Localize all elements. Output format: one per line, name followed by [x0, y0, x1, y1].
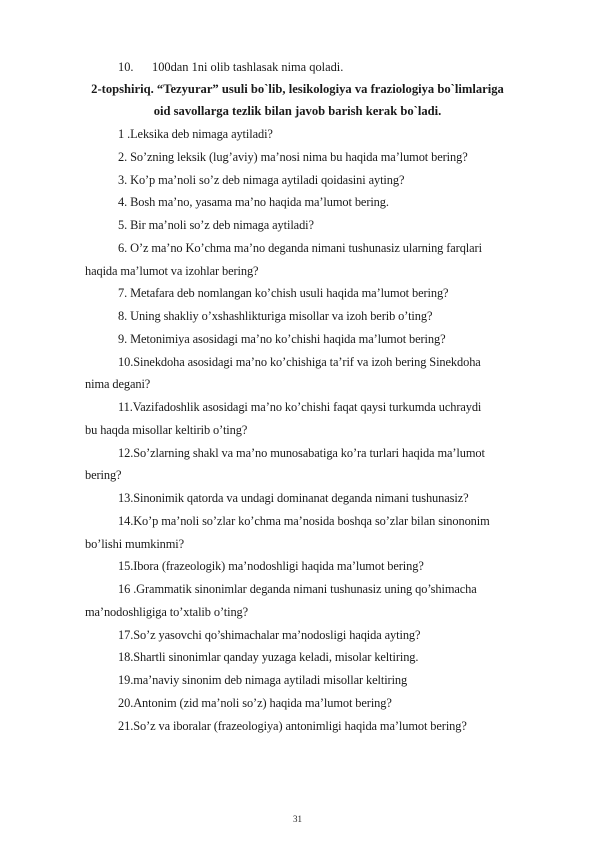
question-16-line-1: 16 .Grammatik sinonimlar deganda nimani tushunasiz uning qo’shimacha — [118, 582, 477, 596]
question-11-line-2: bu haqda misollar keltirib o’ting? — [85, 422, 248, 437]
question-8-line-1: 8. Uning shakliy o’xshashlikturiga misollar va izoh berib o’ting? — [118, 309, 433, 323]
question-13-line-1: 13.Sinonimik qatorda va undagi dominanat deganda nimani tushunasiz? — [118, 491, 469, 505]
question-4-line-1: 4. Bosh ma’no, yasama ma’no haqida ma’lumot bering. — [118, 195, 389, 210]
question-21-line-1: 21.So’z va iboralar (frazeologiya) antonimligi haqida ma’lumot bering? — [118, 718, 467, 733]
section-heading-line-1: 2-topshiriq. “Tezyurar” usuli bo`lib, lesikologiya va fraziologiya bo`limlariga — [91, 82, 504, 96]
question-3-line-1: 3. Ko’p ma’noli so’z deb nimaga aytiladi qoidasini ayting? — [118, 172, 405, 187]
question-7-line-1: 7. Metafara deb nomlangan ko’chish usuli haqida ma’lumot bering? — [118, 286, 449, 301]
question-14-line-2: bo’lishi mumkinmi? — [85, 536, 185, 551]
question-17-line-1: 17.So’z yasovchi qo’shimachalar ma’nodosligi haqida ayting? — [118, 627, 421, 642]
question-1-line-1: 1 .Leksika deb nimaga aytiladi? — [118, 127, 273, 141]
question-12-line-2: bering? — [85, 468, 122, 483]
question-12-line-1: 12.So’zlarning shakl va ma’no munosabatiga ko’ra turlari haqida ma’lumot — [118, 445, 485, 460]
question-5-line-1: 5. Bir ma’noli so’z deb nimaga aytiladi? — [118, 218, 314, 232]
question-6-line-1: 6. O’z ma’no Ko’chma ma’no deganda nimani tushunasiz ularning farqlari — [118, 240, 482, 255]
question-15-line-1: 15.Ibora (frazeologik) ma’nodoshligi haqida ma’lumot bering? — [118, 559, 424, 574]
question-9-line-1: 9. Metonimiya asosidagi ma’no ko’chishi haqida ma’lumot bering? — [118, 331, 446, 346]
intro-text: 100dan 1ni olib tashlasak nima qoladi. — [152, 60, 344, 74]
question-14-line-1: 14.Ko’p ma’noli so’zlar ko’chma ma’nosida boshqa so’zlar bilan sinononim — [118, 513, 490, 528]
question-6-line-2: haqida ma’lumot va izohlar bering? — [85, 263, 259, 278]
page-number: 31 — [293, 814, 302, 824]
question-18-line-1: 18.Shartli sinonimlar qanday yuzaga keladi, misolar keltiring. — [118, 650, 419, 665]
question-11-line-1: 11.Vazifadoshlik asosidagi ma’no ko’chishi faqat qaysi turkumda uchraydi — [118, 400, 482, 414]
question-10-line-1: 10.Sinekdoha asosidagi ma’no ko’chishiga ta’rif va izoh bering Sinekdoha — [118, 354, 481, 369]
question-16-line-2: ma’nodoshligiga to’xtalib o’ting? — [85, 604, 249, 619]
question-20-line-1: 20.Antonim (zid ma’noli so’z) haqida ma’lumot bering? — [118, 695, 392, 710]
section-heading-line-2: oid savollarga tezlik bilan javob barish kerak bo`ladi. — [153, 104, 442, 118]
intro-number: 10. — [118, 60, 134, 74]
question-19-line-1: 19.ma’naviy sinonim deb nimaga aytiladi misollar keltiring — [118, 673, 408, 687]
question-10-line-2: nima degani? — [85, 377, 151, 392]
question-2-line-1: 2. So’zning leksik (lug’aviy) ma’nosi nima bu haqida ma’lumot bering? — [118, 149, 468, 164]
